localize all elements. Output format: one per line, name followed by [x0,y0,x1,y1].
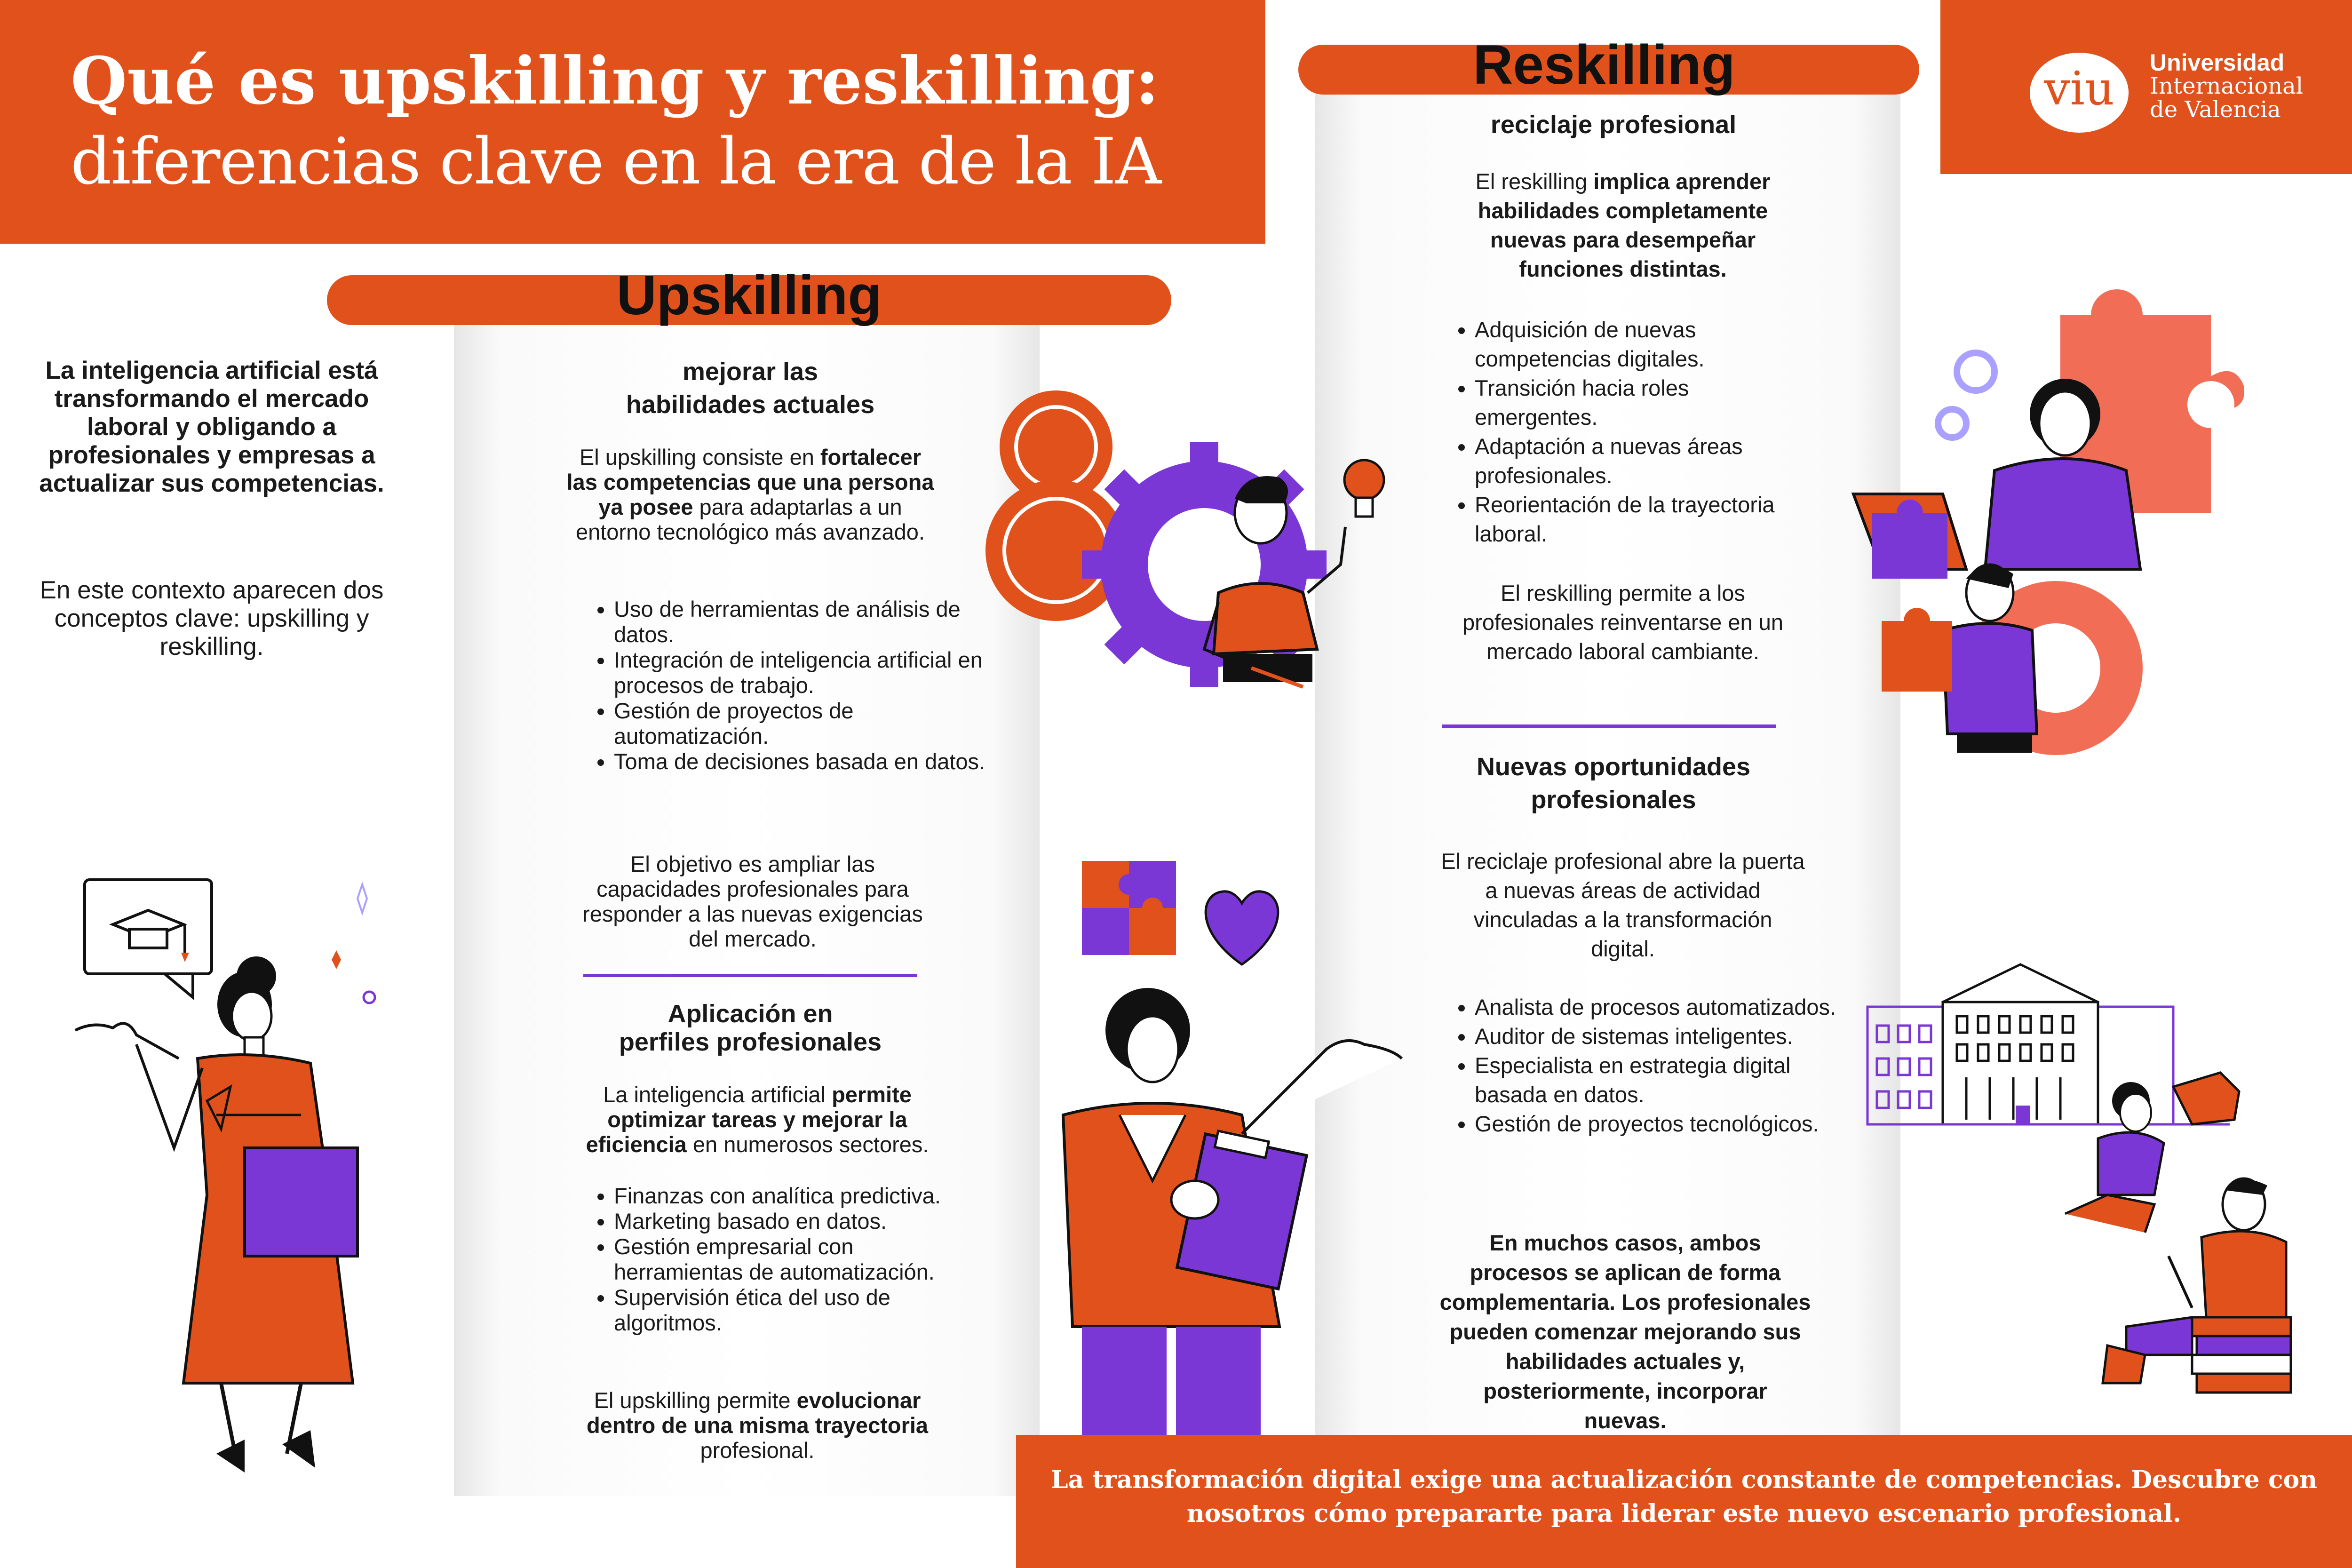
title-banner [0,0,1265,244]
page-subtitle: diferencias clave en la era de la IA [71,125,1160,199]
upskilling-description: El upskilling consiste en fortalecer las competencias que una persona ya posee para adaptarlas a un entorno tecnológico más avanzado. [566,445,934,544]
reskilling-closing: El reskilling permite a los profesionales reinventarse en un mercado laboral cambiante. [1462,581,1783,664]
list-item: • Reorientación de la trayectoria laboral. [1475,490,1813,549]
logo-text [2150,51,2303,121]
list-item: • Marketing basado en datos. [614,1209,985,1234]
list-item: • Adquisición de nuevas competencias digitales. [1475,315,1813,374]
opportunities-bullet-list [1432,993,1851,1138]
application-description: La inteligencia artificial permite optimizar tareas y mejorar la eficiencia en numerosos sectores. [586,1082,929,1157]
upskilling-closing: El upskilling permite evolucionar dentro de una misma trayectoria profesional. [586,1388,929,1463]
list-item: • Gestión empresarial con herramientas de automatización. [614,1234,985,1285]
gear-icon [1938,353,1994,438]
list-item: • Supervisión ética del uso de algoritmos. [614,1285,985,1336]
upskilling-objective: El objetivo es ampliar las capacidades profesionales para responder a las nuevas exigencias del mercado. [582,852,923,951]
application-bullet-list [572,1183,985,1336]
logo-line1: Universidad [2150,49,2285,76]
footer-text: La transformación digital exige una actualización constante de competencias. Descubre con nosotros cómo prepararte para liderar este nuevo escenario profesional. [1051,1465,2317,1528]
intro-context: En este contexto aparecen dos conceptos clave: upskilling y reskilling. [40,576,384,661]
page-title: Qué es upskilling y reskilling: [71,42,1160,119]
list-item: • Integración de inteligencia artificial en procesos de trabajo. [614,647,985,698]
puzzle-icon [1082,861,1176,955]
list-item: • Analista de procesos automatizados. [1475,993,1851,1022]
reskilling-heading: Reskilling [1473,34,1735,96]
reskilling-subtitle: reciclaje profesional [1490,111,1737,139]
upskilling-divider [583,974,917,977]
logo-line2: Internacional [2150,73,2304,99]
woman-with-clipboard-illustration [978,852,1430,1435]
opportunities-heading: Nuevas oportunidades profesionales [1476,753,1751,814]
university-illustration [1863,950,2314,1397]
list-item: • Especialista en estrategia digital basada en datos. [1475,1051,1851,1109]
list-item: • Toma de decisiones basada en datos. [614,749,985,774]
list-item: • Gestión de proyectos tecnológicos. [1475,1109,1851,1138]
woman-illustration [66,866,395,1487]
list-item: • Uso de herramientas de análisis de datos. [614,597,985,647]
list-item: • Gestión de proyectos de automatización. [614,698,985,749]
lightbulb-icon [1344,460,1384,517]
reskilling-description: El reskilling implica aprender habilidades completamente nuevas para desempeñar funciones distintas. [1475,169,1771,281]
opportunities-description: El reciclaje profesional abre la puerta a nuevas áreas de actividad vinculadas a la transformación digital. [1441,849,1805,961]
upskilling-bullet-list [572,597,985,774]
man-with-gear-illustration [969,386,1430,772]
upskilling-subtitle: mejorar las habilidades actuales [626,358,875,419]
list-item: • Transición hacia roles emergentes. [1475,374,1813,432]
team-puzzle-illustration [1835,292,2305,762]
heart-icon [1206,891,1278,964]
application-heading: Aplicación en perfiles profesionales [619,1000,882,1056]
reskilling-bullet-list [1432,315,1813,549]
complementary-note: En muchos casos, ambos procesos se aplican de forma complementaria. Los profesionales pueden comenzar mejorando sus habilidades actuales y, posteriormente, incorporar nuevas. [1439,1230,1811,1433]
list-item: • Auditor de sistemas inteligentes. [1475,1022,1851,1051]
logo-line3: de Valencia [2150,96,2281,123]
speech-bubble [85,880,212,997]
intro-statement: La inteligencia artificial está transformando el mercado laboral y obligando a profesionales y empresas a actualizar sus competencias. [39,357,384,497]
logo-mark: viu [2044,62,2114,116]
list-item: • Adaptación a nuevas áreas profesionales. [1475,432,1813,490]
reskilling-divider [1442,724,1776,728]
upskilling-heading: Upskilling [616,264,882,326]
list-item: • Finanzas con analítica predictiva. [614,1183,985,1209]
